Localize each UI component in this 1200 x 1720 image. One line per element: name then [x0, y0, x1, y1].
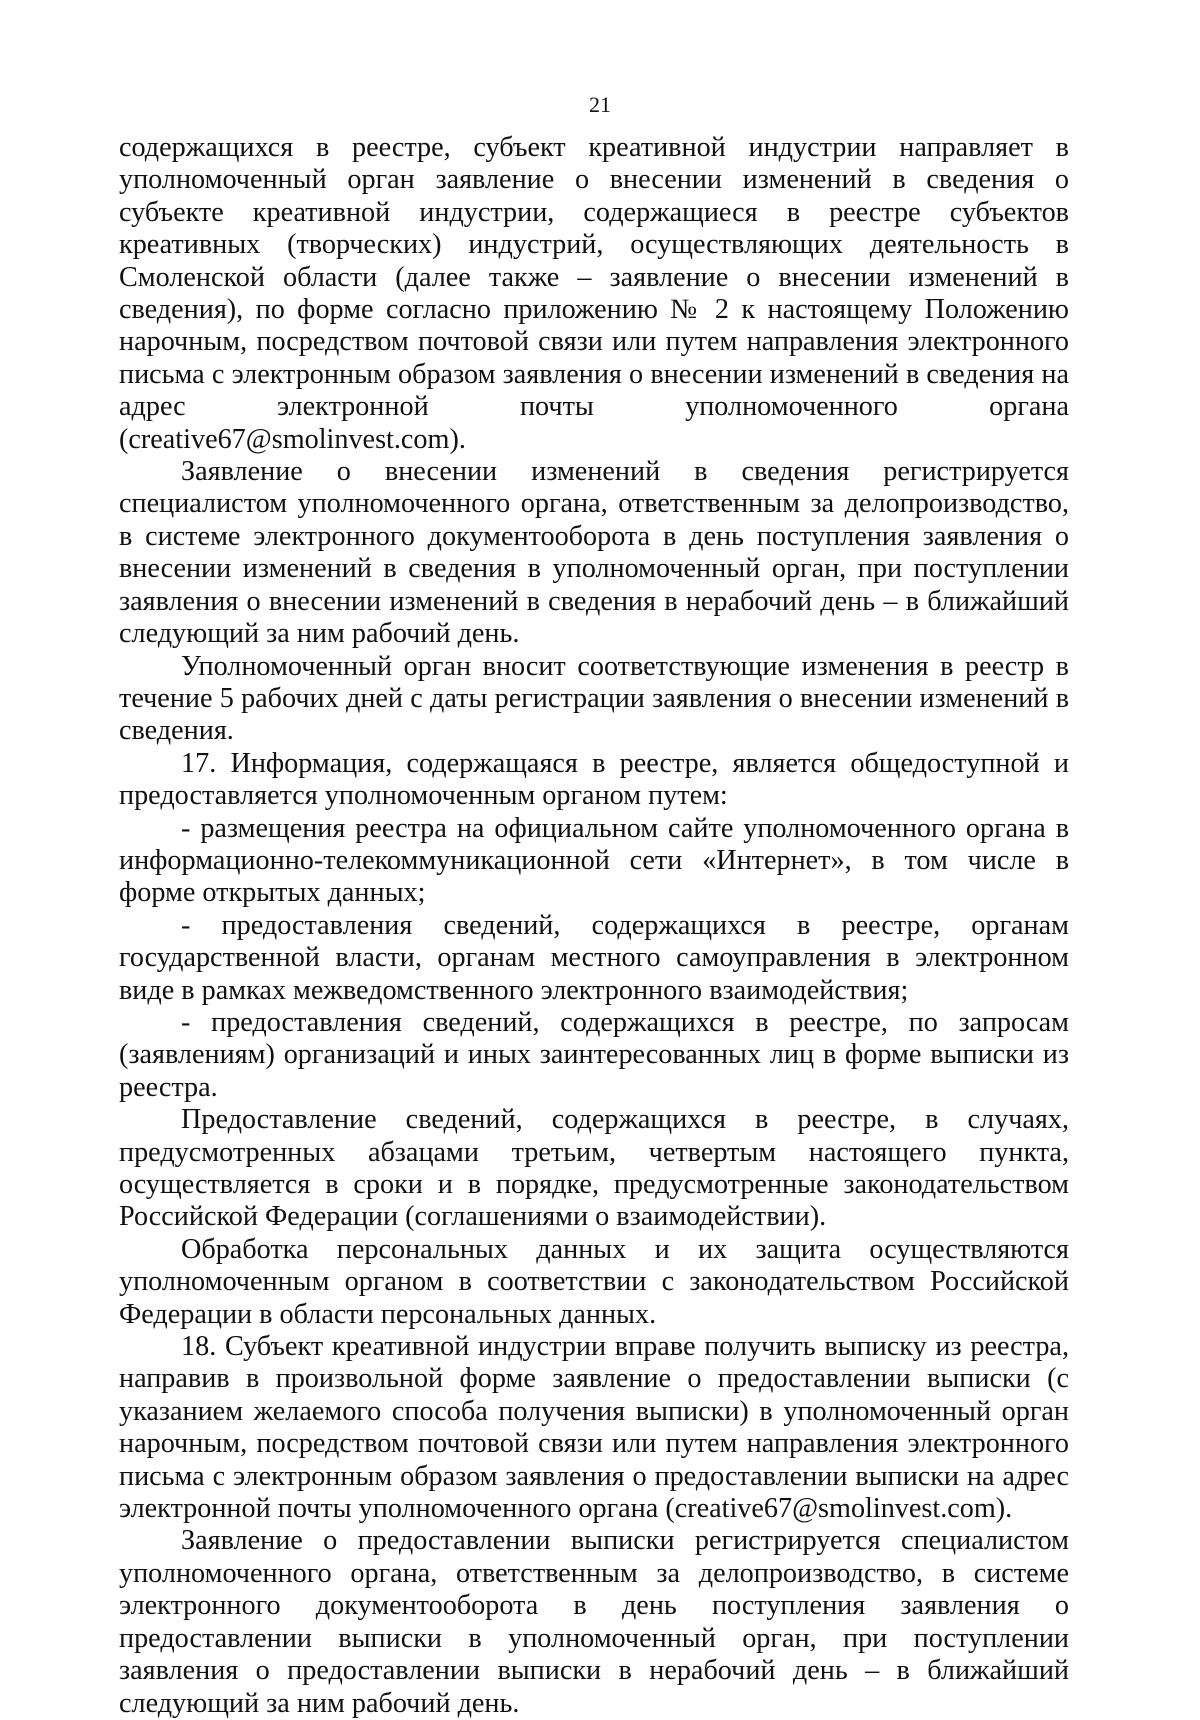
- list-item-publication: - размещения реестра на официальном сайте уполномоченного органа в информационно-телекоммуникационной сети «Интернет», в том числе в форме открытых данных;: [119, 812, 1069, 909]
- list-item-interagency: - предоставления сведений, содержащихся в реестре, органам государственной власти, органам местного самоуправления в электронном виде в рамках межведомственного электронного взаимодействия;: [119, 909, 1069, 1006]
- list-item-extract-requests: - предоставления сведений, содержащихся в реестре, по запросам (заявлениям) организаций и иных заинтересованных лиц в форме выписки из реестра.: [119, 1006, 1069, 1103]
- paragraph-item-17: 17. Информация, содержащаяся в реестре, является общедоступной и предоставляется уполномоченным органом путем:: [119, 747, 1069, 812]
- page-number: 21: [589, 92, 611, 117]
- paragraph-registry-change-application: содержащихся в реестре, субъект креативной индустрии направляет в уполномоченный орган заявление о внесении изменений в сведения о субъекте креативной индустрии, содержащиеся в реестре субъектов креативных (творческих) индустрий, осуществляющих деятельность в Смоленской области (далее также – заявление о внесении изменений в сведения), по форме согласно приложению № 2 к настоящему Положению нарочным, посредством почтовой связи или путем направления электронного письма с электронным образом заявления о внесении изменений в сведения на адрес электронной почты уполномоченного органа (creative67@smolinvest.com).: [119, 132, 1069, 455]
- paragraph-application-registration: Заявление о внесении изменений в сведения регистрируется специалистом уполномоченного органа, ответственным за делопроизводство, в системе электронного документооборота в день поступления заявления о внесении изменений в сведения в уполномоченный орган, при поступлении заявления о внесении изменений в сведения в нерабочий день – в ближайший следующий за ним рабочий день.: [119, 456, 1069, 650]
- paragraph-item-18: 18. Субъект креативной индустрии вправе получить выписку из реестра, направив в произвольной форме заявление о предоставлении выписки (с указанием желаемого способа получения выписки) в уполномоченный орган нарочным, посредством почтовой связи или путем направления электронного письма с электронным образом заявления о предоставлении выписки на адрес электронной почты уполномоченного органа (creative67@smolinvest.com).: [119, 1331, 1069, 1525]
- document-body: [119, 132, 1069, 1720]
- paragraph-extract-registration: Заявление о предоставлении выписки регистрируется специалистом уполномоченного органа, ответственным за делопроизводство, в системе электронного документооборота в день поступления заявления о предоставлении выписки в уполномоченный орган, при поступлении заявления о предоставлении выписки в нерабочий день – в ближайший следующий за ним рабочий день.: [119, 1525, 1069, 1719]
- paragraph-registry-update-deadline: Уполномоченный орган вносит соответствующие изменения в реестр в течение 5 рабочих дней с даты регистрации заявления о внесении изменений в сведения.: [119, 650, 1069, 747]
- paragraph-information-provision: Предоставление сведений, содержащихся в реестре, в случаях, предусмотренных абзацами третьим, четвертым настоящего пункта, осуществляется в сроки и в порядке, предусмотренные законодательством Российской Федерации (соглашениями о взаимодействии).: [119, 1104, 1069, 1233]
- paragraph-personal-data: Обработка персональных данных и их защита осуществляются уполномоченным органом в соответствии с законодательством Российской Федерации в области персональных данных.: [119, 1233, 1069, 1330]
